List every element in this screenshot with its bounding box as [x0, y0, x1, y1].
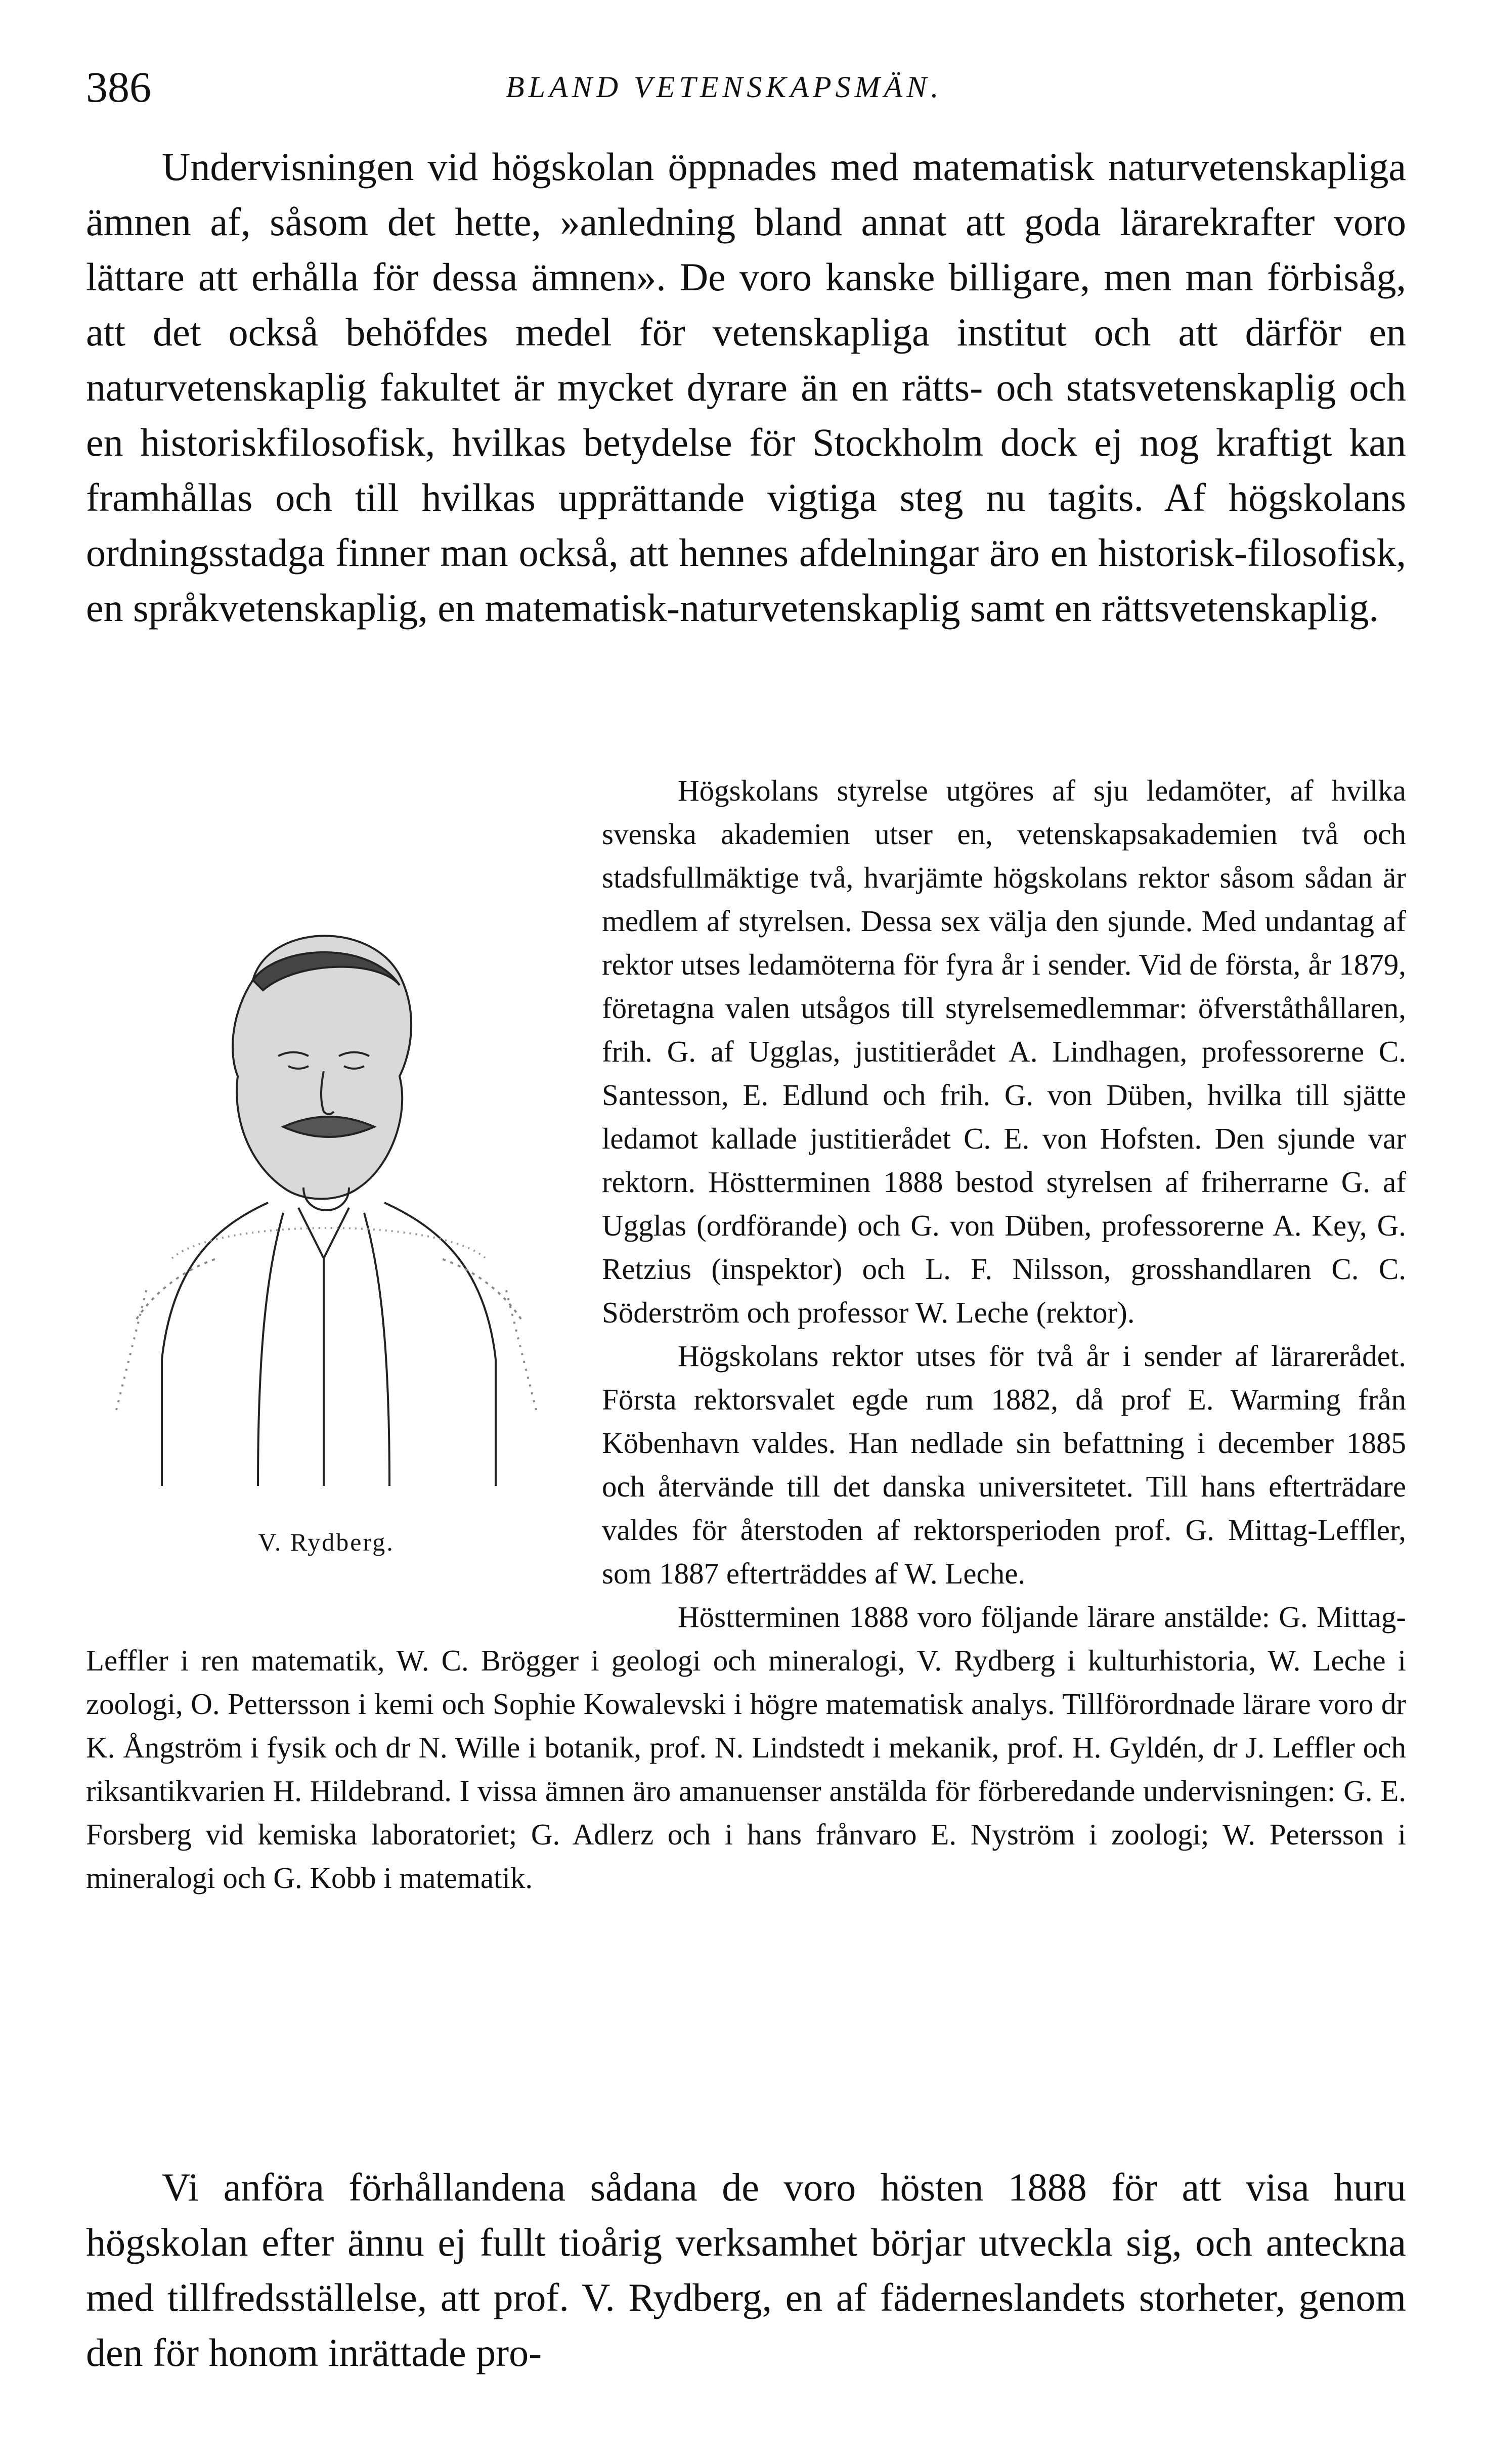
page-number: 386 [86, 63, 151, 111]
portrait-figure [86, 904, 566, 1612]
paragraph-3-text: Högskolans rektor utses för två år i sender af lärarerådet. Första rektorsvalet egde rum 1882, då prof E. Warming från Köbenhavn valdes. Han nedlade sin befattning i december 1885 och återvände till det danska universitetet. Till hans efterträdare valdes för återstoden af rektorsperioden prof. G. Mittag-Leffler, som 1887 efterträddes af W. Leche. [602, 1339, 1406, 1590]
paragraph-1 [86, 139, 1406, 635]
portrait-caption: V. Rydberg. [258, 1528, 395, 1556]
portrait-engraving [86, 904, 566, 1511]
paragraph-2-text: Högskolans styrelse utgöres af sju ledamöter, af hvilka svenska akademien utser en, vetenskapsakademien två och stadsfullmäktige två, hvarjämte högskolans rektor såsom sådan är medlem af styrelsen. Dessa sex välja den sjunde. Med undantag af rektor utses ledamöterna för fyra år i sender. Vid de första, år 1879, företagna valen utsågos till styrelsemedlemmar: öfverståthållaren, frih. G. af Ugglas, justitierådet A. Lindhagen, professorerne C. Santesson, E. Edlund och frih. G. von Düben, hvilka till sjätte ledamot kallade justitierådet C. E. von Hofsten. Den sjunde var rektorn. Höstterminen 1888 bestod styrelsen af friherrarne G. af Ugglas (ordförande) och G. von Düben, professorerne A. Key, G. Retzius (inspektor) och L. F. Nilsson, grosshandlaren C. C. Söderström och professor W. Leche (rektor). [602, 774, 1406, 1329]
page-header [86, 57, 1406, 117]
text-with-portrait [86, 769, 1406, 1900]
paragraph-1-text: Undervisningen vid högskolan öppnades med matematisk naturvetenskapliga ämnen af, såsom det hette, »anledning bland annat att goda lärarekrafter voro lättare att erhålla för dessa ämnen». De voro kanske billigare, men man förbisåg, att det också behöfdes medel för vetenskapliga institut och att därför en naturvetenskaplig fakultet är mycket dyrare än en rätts- och statsvetenskaplig och en historiskfilosofisk, hvilkas betydelse för Stockholm dock ej nog kraftigt kan framhållas och till hvilkas upprättande vigtiga steg nu tagits. Af högskolans ordningsstadga finner man också, att hennes afdelningar äro en historisk-filosofisk, en språkvetenskaplig, en matematisk-naturvetenskaplig samt en rättsvetenskaplig. [86, 145, 1406, 630]
paragraph-4-text: Höstterminen 1888 voro följande lärare anstälde: G. Mittag-Leffler i ren matematik, W. C. Brögger i geologi och mineralogi, V. Rydberg i kulturhistoria, W. Leche i zoologi, O. Pettersson i kemi och Sophie Kowalevski i högre matematisk analys. Tillförordnade lärare voro dr K. Ångström i fysik och dr N. Wille i botanik, prof. N. Lindstedt i mekanik, prof. H. Gyldén, dr J. Leffler och riksantikvarien H. Hildebrand. I vissa ämnen äro amanuenser anstälda för förberedande undervisningen: G. E. Forsberg vid kemiska laboratoriet; G. Adlerz och i hans frånvaro E. Nyström i zoologi; W. Petersson i mineralogi och G. Kobb i matematik. [86, 1600, 1406, 1895]
running-title: BLAND VETENSKAPSMÄN. [506, 70, 943, 104]
paragraph-5-text: Vi anföra förhållandena sådana de voro hösten 1888 för att visa huru högskolan efter ännu ej fullt tioårig verksamhet börjar utveckla sig, och anteckna med tillfredsställelse, att prof. V. Rydberg, en af fäderneslandets storheter, genom den för honom inrättade pro- [86, 2165, 1406, 2374]
paragraph-5 [86, 2160, 1406, 2380]
